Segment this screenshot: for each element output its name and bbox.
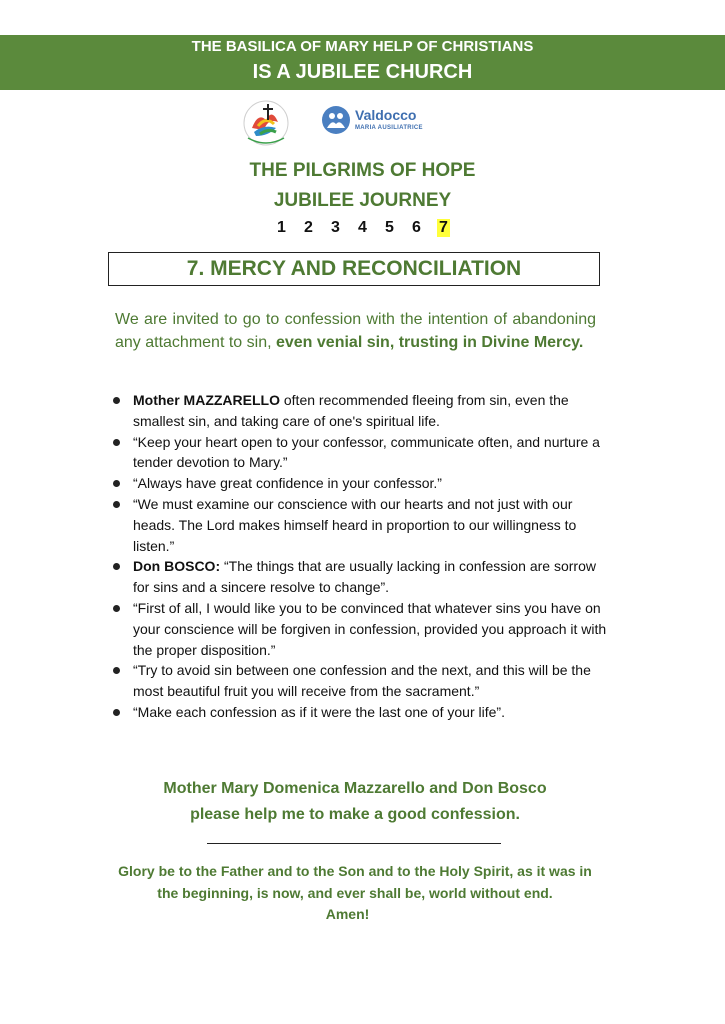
bullet-icon bbox=[113, 501, 120, 508]
intro-bold: even venial sin, trusting in Divine Mercy. bbox=[275, 334, 584, 351]
bullet-icon bbox=[113, 667, 120, 674]
valdocco-logo bbox=[322, 106, 432, 140]
bullet-icon bbox=[113, 439, 120, 446]
list-item-text: “We must examine our conscience with our hearts and not just with our heads. The Lord makes himself heard in proportion to our willingness to listen.” bbox=[133, 495, 577, 554]
valdocco-subtitle: MARIA AUSILIATRICE bbox=[355, 125, 423, 131]
journey-subtitle: JUBILEE JOURNEY bbox=[273, 190, 452, 211]
step-7-current: 7 bbox=[437, 219, 450, 237]
list-item-text: often recommended fleeing from sin, even the smallest sin, and taking care of one's spiritual life. bbox=[133, 392, 569, 429]
prayer-line-2: please help me to make a good confession. bbox=[190, 806, 520, 823]
bullet-icon bbox=[113, 709, 120, 716]
list-item-text: “First of all, I would like you to be convinced that whatever sins you have on your conscience will be forgiven in confession, provided you approach it with the proper disposition.” bbox=[133, 599, 607, 658]
intro-text: We are invited to go to confession with the intention of abandoning any attachment to sin, bbox=[115, 311, 596, 351]
list-item bbox=[110, 432, 610, 474]
logos-row bbox=[0, 98, 725, 148]
list-item bbox=[110, 494, 610, 556]
bullet-icon bbox=[113, 563, 120, 570]
list-item bbox=[110, 473, 610, 494]
list-item bbox=[110, 660, 610, 702]
header-banner bbox=[0, 35, 725, 90]
step-6: 6 bbox=[412, 219, 421, 236]
list-item-text: “Keep your heart open to your confessor, communicate often, and nurture a tender devotion to Mary.” bbox=[133, 433, 600, 471]
journey-steps bbox=[0, 219, 725, 237]
list-item bbox=[110, 556, 610, 598]
list-item-text: “Make each confession as if it were the last one of your life”. bbox=[133, 703, 505, 720]
banner-line-1: THE BASILICA OF MARY HELP OF CHRISTIANS bbox=[191, 38, 534, 55]
list-item-bold: Mother MAZZARELLO bbox=[133, 392, 280, 408]
list-item bbox=[110, 702, 610, 723]
list-item-text: “Try to avoid sin between one confession and the next, and this will be the most beautiful fruit you will receive from the sacrament.” bbox=[133, 662, 591, 700]
section-heading: 7. MERCY AND RECONCILIATION bbox=[186, 257, 522, 280]
bullet-icon bbox=[113, 605, 120, 612]
jubilee-logo bbox=[238, 98, 294, 148]
step-1: 1 bbox=[277, 219, 286, 236]
intro-paragraph bbox=[115, 308, 596, 354]
step-2: 2 bbox=[304, 219, 313, 236]
valdocco-icon bbox=[322, 106, 350, 134]
step-4: 4 bbox=[358, 219, 367, 236]
quotes-list bbox=[110, 390, 610, 723]
section-heading-box bbox=[108, 252, 600, 286]
list-item bbox=[110, 598, 610, 660]
banner-line-2: IS A JUBILEE CHURCH bbox=[252, 61, 473, 83]
list-item-bold: Don BOSCO: bbox=[133, 558, 221, 575]
list-item-text: “The things that are usually lacking in confession are sorrow for sins and a sincere resolve to change”. bbox=[133, 558, 596, 596]
valdocco-wordmark: Valdocco bbox=[355, 107, 417, 123]
journey-title: THE PILGRIMS OF HOPE bbox=[249, 160, 476, 181]
bullet-icon bbox=[113, 397, 120, 404]
divider bbox=[207, 843, 501, 844]
step-5: 5 bbox=[385, 219, 394, 236]
step-3: 3 bbox=[331, 219, 340, 236]
prayer-line-1: Mother Mary Domenica Mazzarello and Don Bosco bbox=[163, 780, 547, 797]
amen-text: Amen! bbox=[325, 906, 370, 922]
list-item bbox=[110, 390, 610, 432]
list-item-text: “Always have great confidence in your confessor.” bbox=[133, 475, 442, 492]
bullet-icon bbox=[113, 480, 120, 487]
glory-be-prayer: Glory be to the Father and to the Son and to the Holy Spirit, as it was in the beginning, is now, and ever shall be, world without end. bbox=[118, 863, 592, 901]
